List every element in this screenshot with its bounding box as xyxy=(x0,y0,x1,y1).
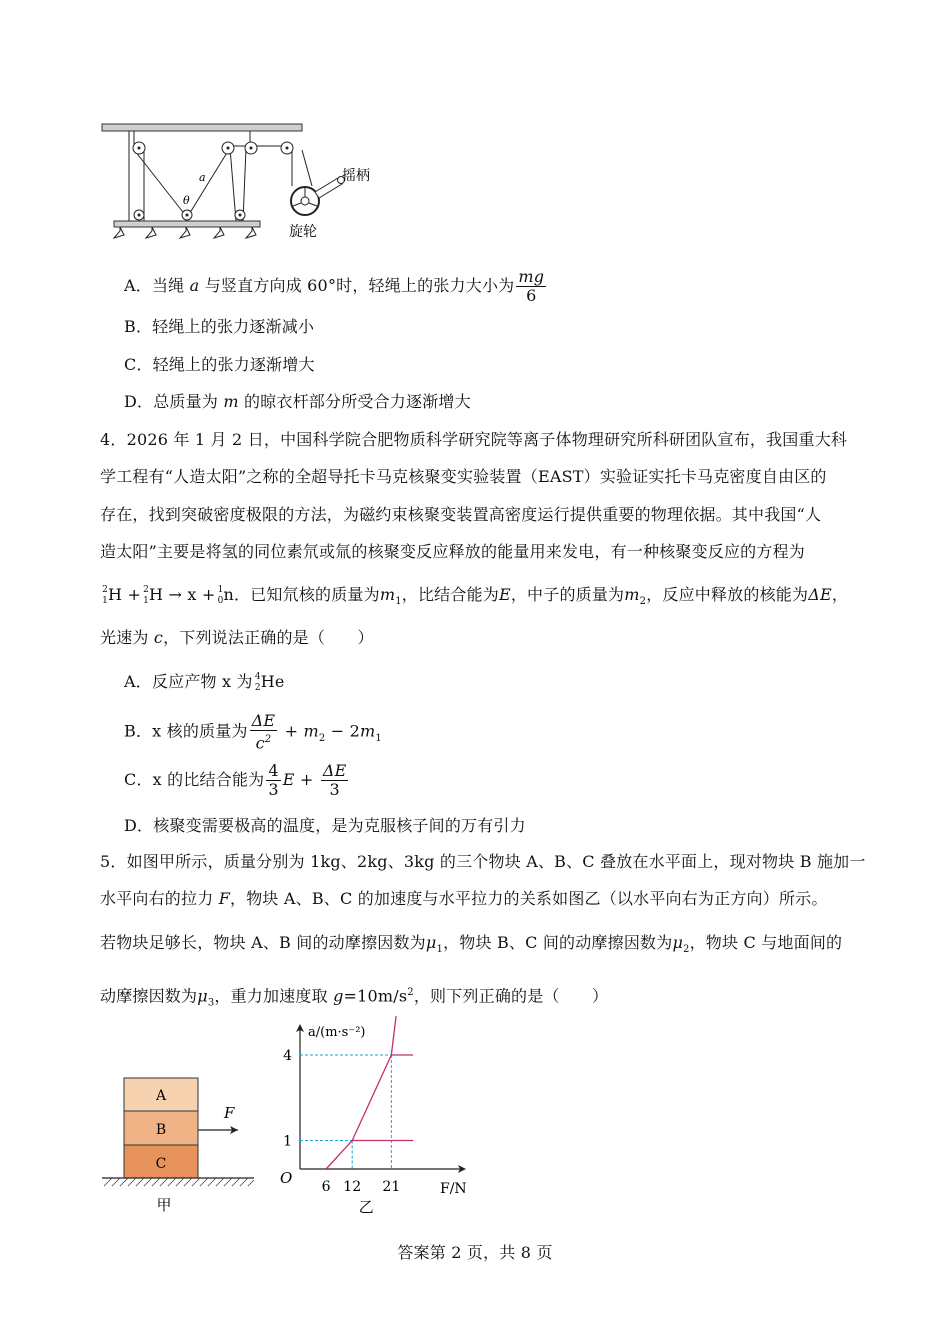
q3-option-d: D．总质量为 m 的晾衣杆部分所受合力逐渐增大 xyxy=(124,392,471,411)
q5-stem-line1: 5．如图甲所示，质量分别为 1kg、2kg、3kg 的三个物块 A、B、C 叠放在水平面上，现对物块 B 施加一 xyxy=(100,852,866,871)
q3-option-a: A．当绳 a 与竖直方向成 60°时，轻绳上的张力大小为 $\frac{mg}{6}$ xyxy=(124,267,545,305)
handle-label: 摇柄 xyxy=(342,168,370,184)
figure-jia-caption: 甲 xyxy=(156,1196,172,1214)
q4-stem-line1: 4．2026 年 1 月 2 日，中国科学院合肥物质科学研究院等离子体物理研究所科研团队宣布，我国重大科 xyxy=(100,430,848,449)
x-tick-label-6: 6 xyxy=(321,1179,331,1195)
x-axis-label: F/N xyxy=(440,1181,467,1197)
origin-label: O xyxy=(280,1169,293,1187)
q5-stem-line2: 水平向右的拉力 F，物块 A、B、C 的加速度与水平拉力的关系如图乙（以水平向右为正方向）所示。 xyxy=(100,889,828,908)
q4-stem-line4: 造太阳”主要是将氢的同位素氘或氚的核聚变反应释放的能量用来发电，有一种核聚变反应的方程为 xyxy=(100,542,805,561)
x-tick-label-12: 12 xyxy=(343,1179,362,1195)
angle-theta-label: θ xyxy=(183,194,190,207)
q4-option-a: A．反应产物 x 为 4 2 He xyxy=(124,671,285,693)
q4-option-b: B．x 核的质量为 $\frac{\Delta E}{c^2}$ + $m_2 - 2m_1$ xyxy=(124,711,382,753)
block-b-label: B xyxy=(155,1122,167,1138)
q5-stem-line3: 若物块足够长，物块 A、B 间的动摩擦因数为$\mu_1$，物块 B、C 间的动摩擦因数为$\mu_2$，物块 C 与地面间的 xyxy=(100,933,843,956)
drying-rack-figure xyxy=(100,118,400,248)
q4-equation-line: 2 1 H + 2 1 H → x + 1 0 n．已知氘核的质量为$m_1$，比结合能为E，中子的质量为$m_2$，反应中释放的核能为ΔE， xyxy=(100,585,848,612)
fusion-equation: 2 1 H + 2 1 H → x + 1 0 n xyxy=(102,584,235,606)
block-a-label: A xyxy=(155,1088,167,1104)
figure-yi-caption: 乙 xyxy=(358,1198,374,1216)
q5-stem-line4: 动摩擦因数为$\mu_3$，重力加速度取 $g=10m/s^2$，则下列正确的是（ ） xyxy=(100,986,609,1009)
block-c-label: C xyxy=(155,1156,167,1172)
y-tick-label-1: 1 xyxy=(283,1133,292,1150)
q4-stem-line6: 光速为 c，下列说法正确的是（ ） xyxy=(100,628,374,647)
q4-option-c: C．x 的比结合能为 $\frac{4}{3}$ E + $\frac{\Delta E}{3}$ xyxy=(124,761,347,799)
wheel-label: 旋轮 xyxy=(289,224,317,240)
q4-stem-line2: 学工程有“人造太阳”之称的全超导托卡马克核聚变实验装置（EAST）实验证实托卡马克密度自由区的 xyxy=(100,467,827,486)
q4-option-d: D．核聚变需要极高的温度，是为克服核子间的万有引力 xyxy=(124,816,526,835)
y-tick-label-4: 4 xyxy=(283,1048,292,1064)
x-tick-label-21: 21 xyxy=(382,1179,401,1195)
q3-option-c: C．轻绳上的张力逐渐增大 xyxy=(124,355,315,374)
force-f-label: F xyxy=(224,1104,235,1122)
q3-option-b: B．轻绳上的张力逐渐减小 xyxy=(124,317,315,336)
rope-a-label: a xyxy=(199,171,206,184)
q4-stem-line3: 存在，找到突破密度极限的方法，为磁约束核聚变装置高密度运行提供重要的物理依据。其中我国“人 xyxy=(100,505,822,524)
figure-yi-chart xyxy=(270,1016,480,1222)
y-axis-label: a/(m·s⁻²) xyxy=(308,1025,366,1040)
figure-jia xyxy=(98,1072,268,1220)
page-footer: 答案第 2 页，共 8 页 xyxy=(397,1243,553,1262)
